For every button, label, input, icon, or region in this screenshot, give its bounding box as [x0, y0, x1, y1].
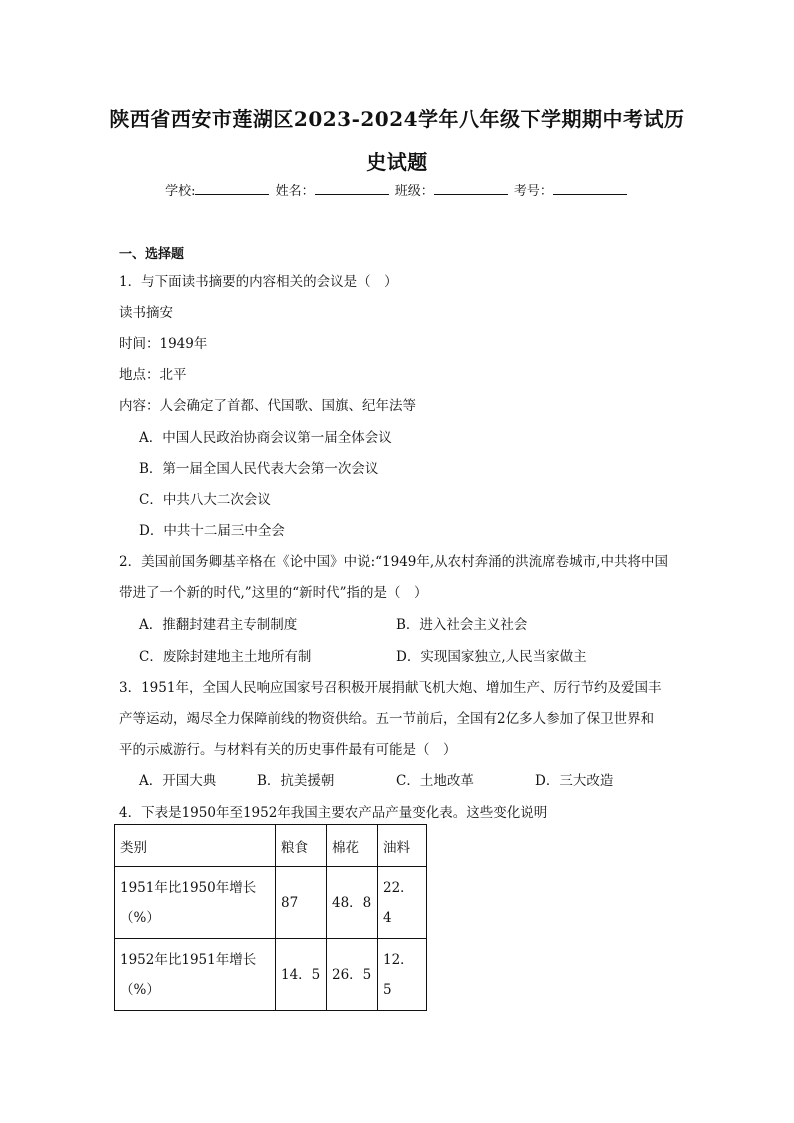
q2-stem-line1: 2．美国前国务卿基辛格在《论中国》中说:“1949年,从农村奔涌的洪流席卷城市,中共将中国 — [119, 554, 668, 570]
q3-option-c: C．土地改革 — [396, 773, 474, 789]
q3-option-b: B．抗美援朝 — [257, 773, 335, 789]
class-blank — [434, 182, 508, 195]
q1-option-d: D．中共十二届三中全会 — [139, 523, 285, 539]
school-blank — [195, 182, 269, 195]
q2-stem-line2: 带进了一个新的时代,”这里的“新时代”指的是（ ） — [119, 585, 428, 601]
table-cell: 14．5 — [276, 939, 327, 1011]
q1-stem: 1．与下面读书摘要的内容相关的会议是（ ） — [119, 274, 398, 290]
table-cell: 1952年比1951年增长（%） — [115, 939, 276, 1011]
q2-option-c: C．废除封建地主土地所有制 — [139, 649, 312, 665]
table-cell: 22．4 — [378, 867, 427, 939]
q3-option-a: A．开国大典 — [139, 773, 217, 789]
q3-stem-line2: 产等运动，竭尽全力保障前线的物资供给。五一节前后，全国有2亿多人参加了保卫世界和 — [119, 711, 655, 727]
table-row — [115, 867, 427, 939]
table-header-cell: 类别 — [115, 825, 276, 867]
table-row — [115, 939, 427, 1011]
q1-option-a: A．中国人民政治协商会议第一届全体会议 — [139, 430, 392, 446]
table-header-cell: 棉花 — [327, 825, 378, 867]
table-cell: 48．8 — [327, 867, 378, 939]
table-cell: 87 — [276, 867, 327, 939]
q1-note-title: 读书摘安 — [119, 305, 173, 321]
class-label: 班级： — [394, 184, 434, 199]
table-header-row — [115, 825, 427, 867]
q1-note-content: 内容：人会确定了首都、代国歌、国旗、纪年法等 — [119, 398, 416, 414]
q4-stem: 4．下表是1950年至1952年我国主要农产品产量变化表。这些变化说明 — [119, 805, 548, 821]
section-title: 一、选择题 — [119, 247, 185, 262]
table-cell: 12．5 — [378, 939, 427, 1011]
school-label: 学校: — [165, 184, 196, 199]
table-header-cell: 油料 — [378, 825, 427, 867]
q2-option-b: B．进入社会主义社会 — [396, 617, 528, 633]
q3-stem-line3: 平的示威游行。与材料有关的历史事件最有可能是（ ） — [119, 742, 457, 758]
q2-option-d: D．实现国家独立,人民当家做主 — [396, 649, 587, 665]
exam-title-line2: 史试题 — [366, 150, 428, 174]
production-table — [114, 824, 427, 1011]
q1-note-time: 时间：1949年 — [119, 336, 208, 352]
q1-note-place: 地点：北平 — [119, 367, 187, 383]
table-header-cell: 粮食 — [276, 825, 327, 867]
q3-stem-line1: 3．1951年，全国人民响应国家号召积极开展捐献飞机大炮、增加生产、厉行节约及爱国丰 — [119, 680, 662, 696]
student-info-line — [0, 180, 794, 199]
name-blank — [315, 182, 389, 195]
table-cell: 1951年比1950年增长（%） — [115, 867, 276, 939]
q1-option-c: C．中共八大二次会议 — [139, 492, 271, 508]
exam-number-label: 考号： — [513, 184, 553, 199]
q2-option-a: A．推翻封建君主专制制度 — [139, 617, 298, 633]
table-cell: 26．5 — [327, 939, 378, 1011]
q1-option-b: B．第一届全国人民代表大会第一次会议 — [139, 461, 379, 477]
exam-title-line1: 陕西省西安市莲湖区2023-2024学年八年级下学期期中考试历 — [109, 107, 685, 131]
name-label: 姓名： — [275, 184, 315, 199]
q3-option-d: D．三大改造 — [535, 773, 614, 789]
exam-number-blank — [553, 182, 627, 195]
